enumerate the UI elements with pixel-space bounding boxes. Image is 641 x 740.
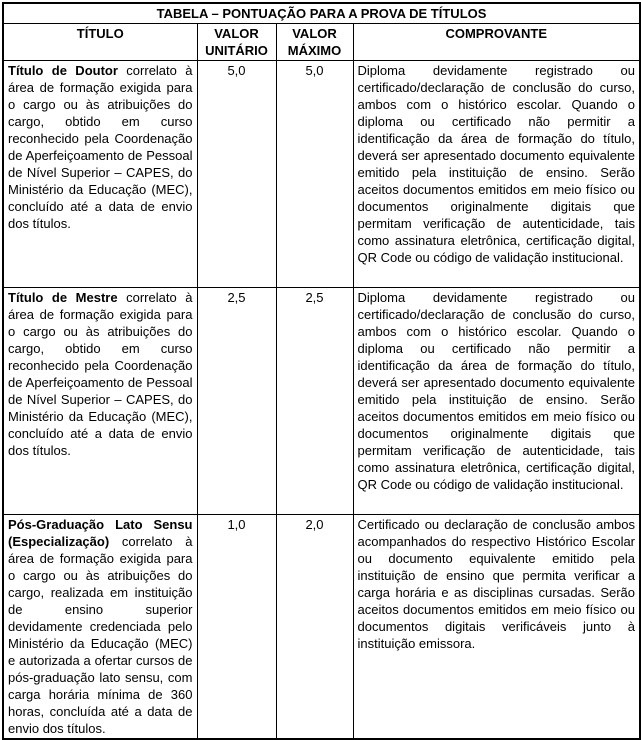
cell-valor-unitario-doutor: 5,0	[197, 61, 276, 288]
cell-valor-unitario-mestre: 2,5	[197, 288, 276, 515]
cell-valor-maximo-mestre: 2,5	[276, 288, 353, 515]
titulo-pos-graduacao-text: correlato à área de formação exigida para o cargo ou às atribuições do cargo, realizada em instituição de ensino superior devidamente credenciada pelo Ministério da Educação (MEC) e autorizada a ofertar cursos de pós-graduação lato sensu, com carga horária mínima de 360 horas, concluída até a data de envio dos títulos.	[8, 534, 193, 736]
table-header-row	[3, 24, 640, 61]
table-title-row	[3, 3, 640, 24]
titles-score-table	[2, 2, 641, 740]
cell-titulo-doutor	[3, 61, 197, 288]
titulo-doutor-lead: Título de Doutor	[8, 63, 118, 78]
cell-comprovante-mestre: Diploma devidamente registrado ou certificado/declaração de conclusão do curso, ambos com o histórico escolar. Quando o diploma ou certificado não permitir a identificação da área de formação do título, deverá ser apresentado documento equivalente emitido pela instituição de ensino. Serão aceitos documentos emitidos em meio físico ou documentos originalmente digitais que permitam verificação de autenticidade, tais como assinatura eletrônica, certificação digital, QR Code ou código de validação institucional.	[353, 288, 640, 515]
table-row-doutor	[3, 61, 640, 288]
titulo-doutor-text: correlato à área de formação exigida para o cargo ou às atribuições do cargo, obtido em curso reconhecido pela Coordenação de Aperfeiçoamento de Pessoal de Nível Superior – CAPES, do Ministério da Educação (MEC), concluído até a data de envio dos títulos.	[8, 63, 193, 231]
cell-valor-unitario-pos-graduacao: 1,0	[197, 515, 276, 740]
table-row-pos-graduacao	[3, 515, 640, 740]
column-header-titulo: TÍTULO	[3, 24, 197, 61]
column-header-valor-maximo: VALOR MÁXIMO	[276, 24, 353, 61]
column-header-valor-unitario: VALOR UNITÁRIO	[197, 24, 276, 61]
cell-titulo-mestre	[3, 288, 197, 515]
column-header-comprovante: COMPROVANTE	[353, 24, 640, 61]
cell-valor-maximo-pos-graduacao: 2,0	[276, 515, 353, 740]
cell-comprovante-doutor: Diploma devidamente registrado ou certificado/declaração de conclusão do curso, ambos com o histórico escolar. Quando o diploma ou certificado não permitir a identificação da área de formação do título, deverá ser apresentado documento equivalente emitido pela instituição de ensino. Serão aceitos documentos emitidos em meio físico ou documentos originalmente digitais que permitam verificação de autenticidade, tais como assinatura eletrônica, certificação digital, QR Code ou código de validação institucional.	[353, 61, 640, 288]
cell-comprovante-pos-graduacao: Certificado ou declaração de conclusão ambos acompanhados do respectivo Histórico Escolar ou documento equivalente emitido pela instituição de ensino que permita verificar a carga horária e as disciplinas cursadas. Serão aceitos documentos emitidos em meio físico ou documentos digitais verificáveis junto à instituição emissora.	[353, 515, 640, 740]
titulo-pos-graduacao-lead: Pós-Graduação Lato Sensu (Especialização)	[8, 517, 193, 549]
cell-titulo-pos-graduacao	[3, 515, 197, 740]
table-title: TABELA – PONTUAÇÃO PARA A PROVA DE TÍTULOS	[3, 3, 640, 24]
table-row-mestre	[3, 288, 640, 515]
titulo-mestre-text: correlato à área de formação exigida para o cargo ou às atribuições do cargo, obtido em curso reconhecido pela Coordenação de Aperfeiçoamento de Pessoal de Nível Superior – CAPES, do Ministério da Educação (MEC), concluído até a data de envio dos títulos.	[8, 290, 193, 458]
titulo-mestre-lead: Título de Mestre	[8, 290, 118, 305]
cell-valor-maximo-doutor: 5,0	[276, 61, 353, 288]
